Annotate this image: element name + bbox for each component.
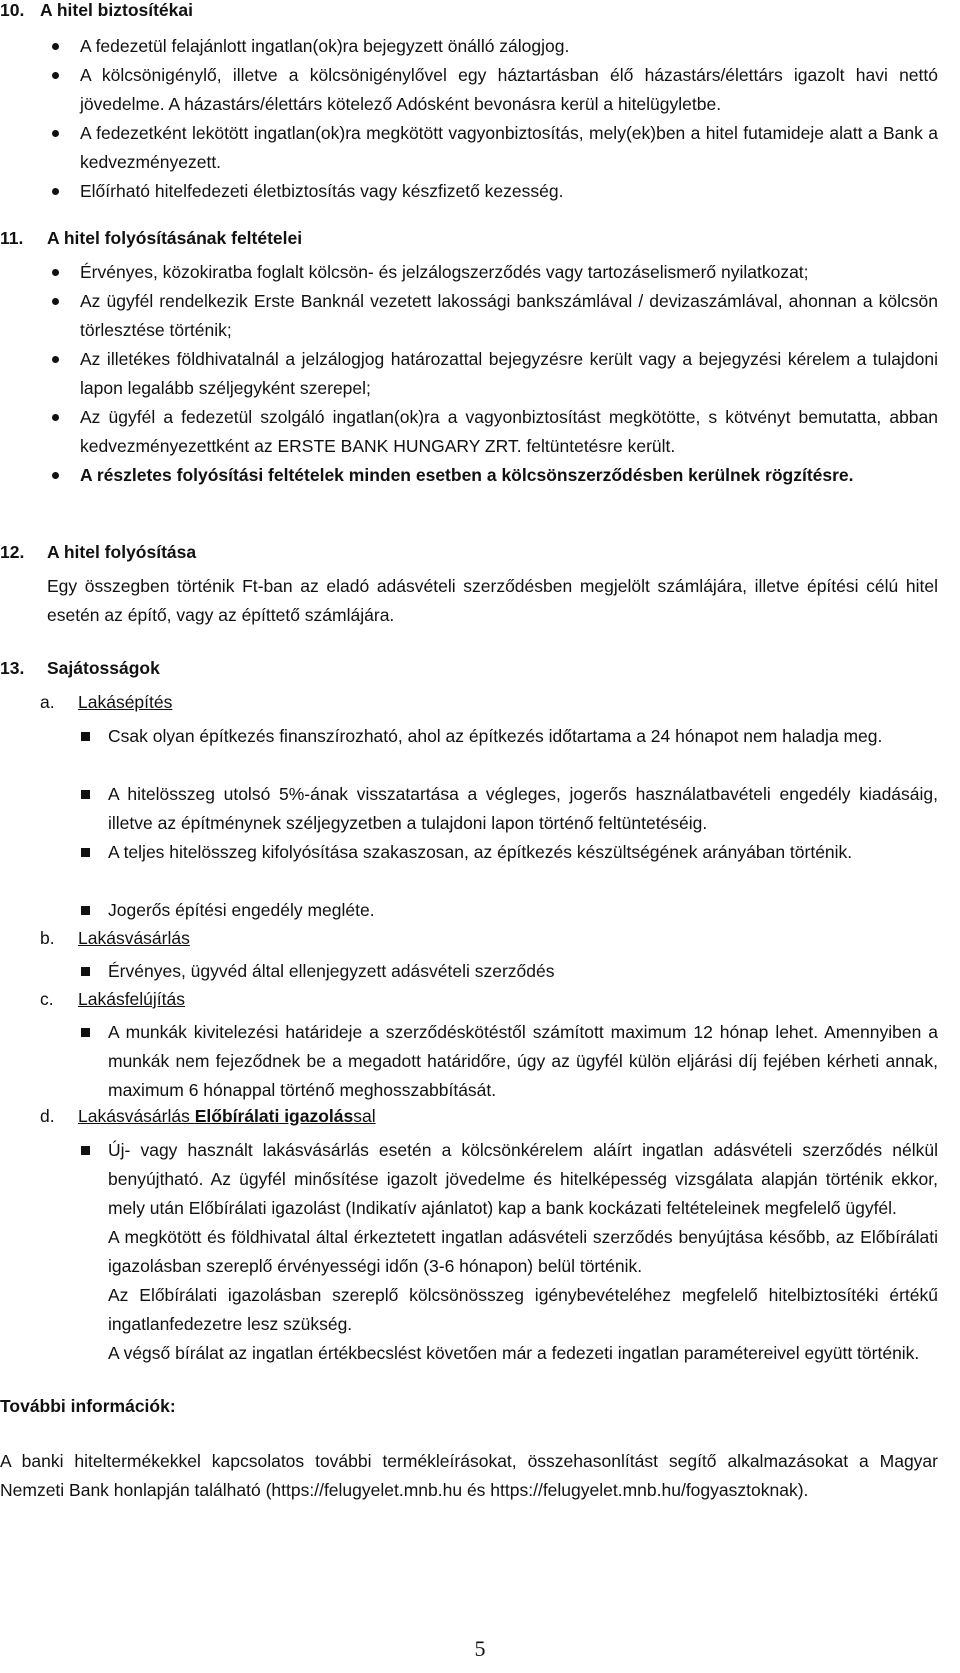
list-item: A hitelösszeg utolsó 5%-ának visszatartása a végleges, jogerős használatbavételi engedély kiadásáig, illetve az építménynek széljegyzetben a tulajdoni lapon történő feltüntetéséig. [108,780,938,838]
list-item: A fedezetül felajánlott ingatlan(ok)ra bejegyzett önálló zálogjog. [80,32,938,61]
list-item: A fedezetként lekötött ingatlan(ok)ra megkötött vagyonbiztosítás, mely(ek)ben a hitel futamideje alatt a Bank a kedvezményezett. [80,119,938,177]
list-item: A részletes folyósítási feltételek minden esetben a kölcsönszerződésben kerülnek rögzítésre. [80,461,938,490]
bullet-icon [52,414,59,421]
list-item: Az ügyfél a fedezetül szolgáló ingatlan(ok)ra a vagyonbiztosítást megkötötte, s kötvényt bemutatta, abban kedvezményezettként az ERSTE BANK HUNGARY ZRT. feltüntetésre került. [80,403,938,461]
list-item: A teljes hitelösszeg kifolyósítása szakaszosan, az építkezés készültségének arányában történik. [108,838,938,867]
section-11-title [0,224,302,253]
paragraph: A megkötött és földhivatal által érkeztetett ingatlan adásvételi szerződés benyújtása később, az Előbírálati igazolásban szereplő érvényességi időn (3-6 hónapon) belül történik. [108,1227,938,1276]
list-item: A kölcsönigénylő, illetve a kölcsönigénylővel egy háztartásban élő házastárs/élettárs igazolt havi nettó jövedelme. A házastárs/élettárs kötelező Adósként bevonásra kerül a hitelügyletbe. [80,61,938,119]
section-number: 13. [0,658,25,678]
info-paragraph: A banki hiteltermékekkel kapcsolatos további termékleírásokat, összehasonlítást segítő alkalmazásokat a Magyar Nemzeti Bank honlapján található (https://felugyelet.mnb.hu és https://felugyelet.mnb.hu/fogyasztoknak). [0,1451,938,1500]
bullet-icon [52,356,59,363]
section-12-title [0,538,196,567]
section-heading: A hitel biztosítékai [40,0,193,20]
bullet-icon [52,298,59,305]
square-bullet-icon [81,732,90,741]
paragraph: Az Előbírálati igazolásban szereplő kölcsönösszeg igénybevételéhez megfelelő hitelbiztosítéki értékű ingatlanfedezetre lesz szükség. [108,1285,938,1334]
square-bullet-icon [81,790,90,799]
section-heading: Sajátosságok [47,658,160,678]
list-item: Csak olyan építkezés finanszírozható, ahol az építkezés időtartama a 24 hónapot nem haladja meg. [108,722,938,751]
page-number: 5 [474,1636,486,1661]
square-bullet-icon [81,906,90,915]
paragraph: Új- vagy használt lakásvásárlás esetén a kölcsönkérelem aláírt ingatlan adásvételi szerződés nélkül benyújtható. Az ügyfél minősítése igazolt jövedelme és hitelképesség vizsgálata alapján történik ekkor, mely után Előbírálati igazolást (Indikatív ajánlatot) kap a bank kockázati feltételeinek megfelelő ügyfél. [108,1140,938,1218]
square-bullet-icon [81,848,90,857]
section-number: 11. [0,228,24,248]
subsection-c-label: c. Lakásfelújítás [40,989,186,1009]
subsection-d-label: d. Lakásvásárlás Előbírálati igazolással [40,1106,376,1126]
bullet-icon [52,472,59,479]
section-10-title [0,0,193,25]
list-item [108,1136,938,1368]
bullet-icon [52,130,59,137]
paragraph: Egy összegben történik Ft-ban az eladó adásvételi szerződésben megjelölt számlájára, illetve építési célú hitel esetén az építő, vagy az építtető számlájára. [47,576,938,625]
bullet-icon [52,72,59,79]
square-bullet-icon [81,1028,90,1037]
list-item: Érvényes, ügyvéd által ellenjegyzett adásvételi szerződés [108,957,938,986]
list-item: Előírható hitelfedezeti életbiztosítás vagy készfizető kezesség. [80,177,938,206]
list-item: Jogerős építési engedély megléte. [108,896,938,925]
list-item: A munkák kivitelezési határideje a szerződéskötéstől számított maximum 12 hónap lehet. Amennyiben a munkák nem fejeződnek be a megadott határidőre, úgy az ügyfél külön eljárási díj fejében kérheti annak, maximum 6 hónappal történő meghosszabbítását. [108,1018,938,1105]
paragraph: A végső bírálat az ingatlan értékbecslést követően már a fedezeti ingatlan paramétereivel együtt történik. [108,1343,920,1363]
section-heading: A hitel folyósítása [47,542,197,562]
section-number: 12. [0,542,25,562]
bullet-icon [52,269,59,276]
section-number: 10. [0,0,25,20]
list-item: Az illetékes földhivatalnál a jelzálogjog határozattal bejegyzésre került vagy a bejegyzési kérelem a tulajdoni lapon legalább széljegyként szerepel; [80,345,938,403]
section-13-title [0,654,160,683]
section-heading: A hitel folyósításának feltételei [47,228,303,248]
bullet-icon [52,43,59,50]
square-bullet-icon [81,1146,90,1155]
info-heading: További információk: [0,1396,176,1416]
list-item: Az ügyfél rendelkezik Erste Banknál vezetett lakossági bankszámlával / devizaszámlával, ahonnan a kölcsön törlesztése történik; [80,287,938,345]
subsection-b-label: b. Lakásvásárlás [40,928,190,948]
list-item: Érvényes, közokiratba foglalt kölcsön- és jelzálogszerződés vagy tartozáselismerő nyilatkozat; [80,258,938,287]
subsection-a-label: a. Lakásépítés [40,692,173,712]
square-bullet-icon [81,967,90,976]
bullet-icon [52,188,59,195]
